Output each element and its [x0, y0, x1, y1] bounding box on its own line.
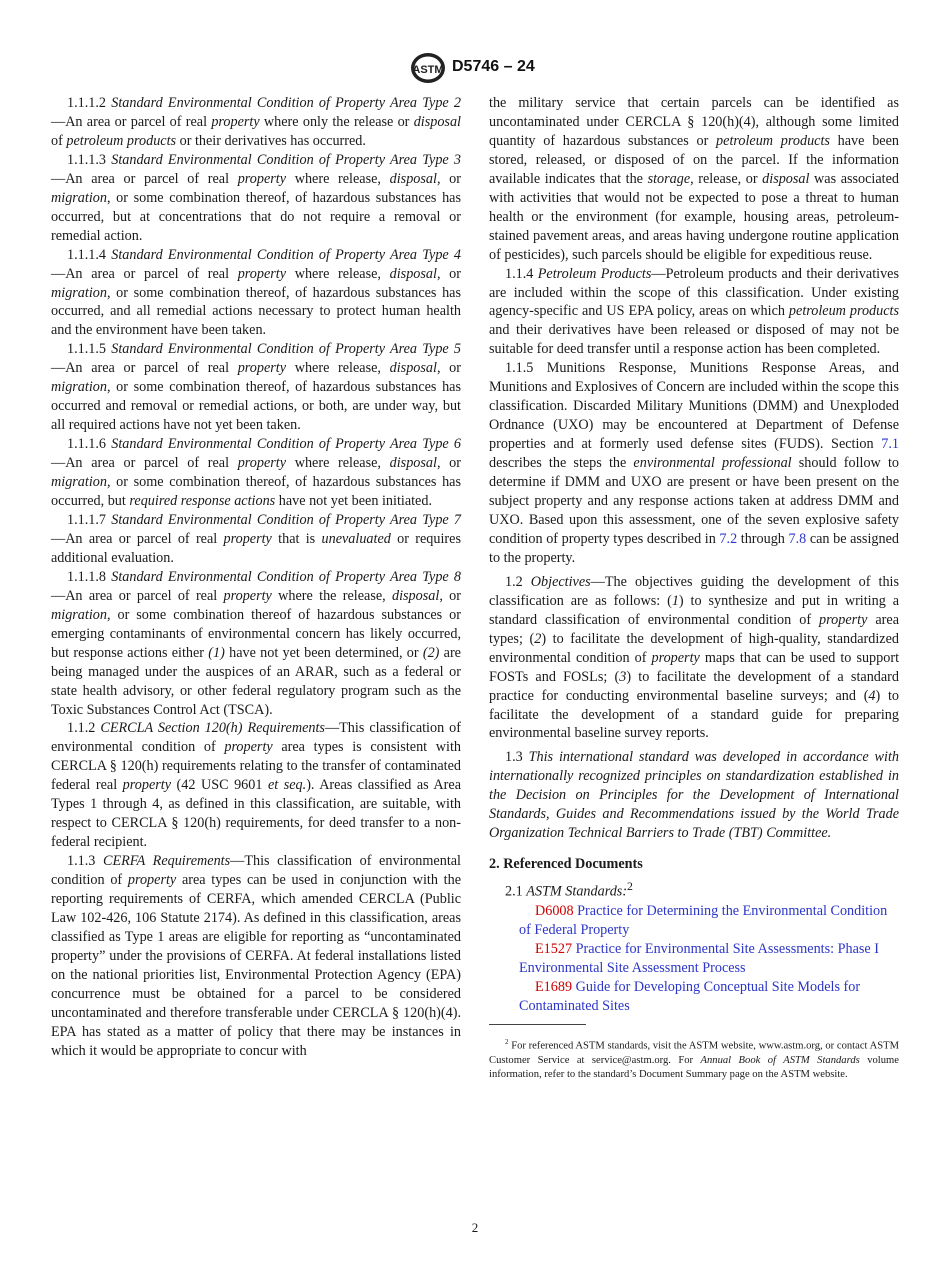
referenced-documents-heading: 2. Referenced Documents	[489, 856, 643, 873]
section-1-1-4: 1.1.4 Petroleum Products—Petroleum products and their derivatives are included within the scope of this classification. Under existing agency-specific and US EPA policy, areas on which petroleum products and their derivatives have been released or disposed of may not be suitable for deed transfer until a response action has been completed.	[489, 265, 899, 358]
section-1-1-3-continued: the military service that certain parcels can be identified as uncontaminated under CERCLA § 120(h)(4), although some limited quantity of hazardous substances or petroleum products have been stored, released, or disposed of on the parcel. If the information available indicates that the storage, release, or disposal was associated with activities that would not be expected to pose a threat to human health or the environment (for example, housing areas, petroleum-stained pavement areas, and areas having undergone routine application of pesticides), such parcels should be eligible for expeditious reuse.	[489, 95, 899, 263]
footnote-divider	[489, 1024, 586, 1025]
section-1-2: 1.2 Objectives—The objectives guiding the development of this classification are as follows: (1) to synthesize and put in writing a standard classification of environmental condition of property area types; (2) to facilitate the development of high-quality, standardized environmental condition of property maps that can be used to support FOSTs and FOSLs; (3) to facilitate the development of a standard practice for conducting environmental baseline surveys; and (4) to facilitate the development of a standard guide for preparing environmental baseline survey reports.	[489, 573, 900, 742]
section-link-7-1[interactable]: 7.1	[881, 436, 899, 453]
section-link-7-2[interactable]: 7.2	[719, 530, 738, 547]
page-header	[0, 52, 950, 86]
section-1-1-1-3: 1.1.1.3 Standard Environmental Condition of Property Area Type 3—An area or parcel of real property where release, disposal, or migration, or some combination thereof, of hazardous substances has occurred, but at concentrations that do not require a removal or remedial action.	[51, 151, 462, 244]
footnote-2: $^2$ For referenced ASTM standards, visit the ASTM website, www.astm.org, or contact ASTM Customer Service at service@astm.org. For Annual Book of ASTM Standards volume information, refer to the standard’s Document Summary page on the ASTM website.	[489, 1037, 900, 1081]
section-1-1-1-7: 1.1.1.7 Standard Environmental Condition of Property Area Type 7—An area or parcel of real property that is unevaluated or requires additional evaluation.	[51, 511, 462, 566]
section-1-1-3: 1.1.3 CERFA Requirements—This classification of environmental condition of property area types can be used in conjunction with the reporting requirements of CERFA, which amended CERCLA (Public Law 102-426, 106 Statute 2174). As defined in this classification, areas classified as Type 1 areas are eligible for reporting as “uncontaminated property” under the provisions of CERFA. At federal installations listed on the national priorities list, Environmental Protection Agency (EPA) concurrence must be obtained for a parcel to be considered uncontaminated and therefore transferable under CERCLA § 120(h)(4). EPA has stated as a matter of policy that there may be instances in which it would be appropriate to concur with	[51, 853, 462, 1059]
document-designation: D5746 – 24	[452, 58, 535, 75]
left-column	[51, 94, 461, 1061]
right-column	[489, 94, 899, 1083]
section-1-1-2: 1.1.2 CERCLA Section 120(h) Requirements—This classification of environmental condition of property area types is consistent with CERCLA § 120(h) requirements relating to the transfer of contaminated federal real property (42 USC 9601 et seq.). Areas classified as Area Types 1 through 4, as defined in this classification, are suitable, with respect to CERCLA § 120(h) requirements, for deed transfer to a non-federal recipient.	[51, 720, 461, 851]
section-link-7-8[interactable]: 7.8	[788, 530, 807, 547]
page-number: 2	[471, 1220, 479, 1235]
section-1-1-1-4: 1.1.1.4 Standard Environmental Condition of Property Area Type 4—An area or parcel of real property where release, disposal, or migration, or some combination thereof, of hazardous substances has occurred, and all remedial actions necessary to protect human health and the environment have been taken.	[51, 246, 462, 339]
section-2-1: 2.1 ASTM Standards:$^2$	[505, 879, 633, 900]
reference-e1527[interactable]: E1527 Practice for Environmental Site Assessments: Phase I Environmental Site Assessment Process	[519, 940, 879, 976]
section-1-1-1-8: 1.1.1.8 Standard Environmental Condition of Property Area Type 8—An area or parcel of real property where the release, disposal, or migration, or some combination thereof of hazardous substances or emerging contaminants of environmental concern has likely occurred, but response actions either (1) have not yet been determined, or (2) are being managed under the auspices of an ARAR, such as a federal or state health advisory, or other federal regulatory program such as the Toxic Substances Control Act (TSCA).	[51, 568, 462, 718]
astm-logo-icon	[410, 52, 446, 84]
section-1-1-5: 1.1.5 Munitions Response, Munitions Response Areas, and Munitions and Explosives of Concern are included within the scope this classification. Discarded Military Munitions (DMM) and Unexploded Ordnance (UXO) may be encountered at Department of Defense properties and at formerly used defense sites (FUDS). Section 7.1 describes the steps the environmental professional should follow to determine if DMM and UXO are present or have been present on the subject property and any response actions taken at address DMM and UXO. Based upon this assessment, one of the seven explosive safety condition of property types described in 7.2 through 7.8 can be assigned to the property.	[489, 360, 899, 566]
reference-d6008[interactable]: D6008 Practice for Determining the Environmental Condition of Federal Property	[519, 902, 888, 938]
reference-e1689[interactable]: E1689 Guide for Developing Conceptual Site Models for Contaminated Sites	[519, 978, 861, 1014]
section-1-3: 1.3 This international standard was developed in accordance with internationally recognized principles on standardization established in the Decision on Principles for the Development of International Standards, Guides and Recommendations issued by the World Trade Organization Technical Barriers to Trade (TBT) Committee.	[489, 749, 899, 842]
section-1-1-1-5: 1.1.1.5 Standard Environmental Condition of Property Area Type 5—An area or parcel of real property where release, disposal, or migration, or some combination thereof, of hazardous substances has occurred and removal or remedial actions, or both, are under way, but all required actions have not yet been taken.	[51, 341, 462, 434]
section-1-1-1-2: 1.1.1.2 Standard Environmental Condition of Property Area Type 2—An area or parcel of real property where only the release or disposal of petroleum products or their derivatives has occurred.	[51, 95, 462, 149]
svg-text:ASTM: ASTM	[412, 64, 444, 76]
section-1-1-1-6: 1.1.1.6 Standard Environmental Condition of Property Area Type 6—An area or parcel of real property where release, disposal, or migration, or some combination thereof, of hazardous substances has occurred, but required response actions have not yet been initiated.	[51, 436, 462, 510]
